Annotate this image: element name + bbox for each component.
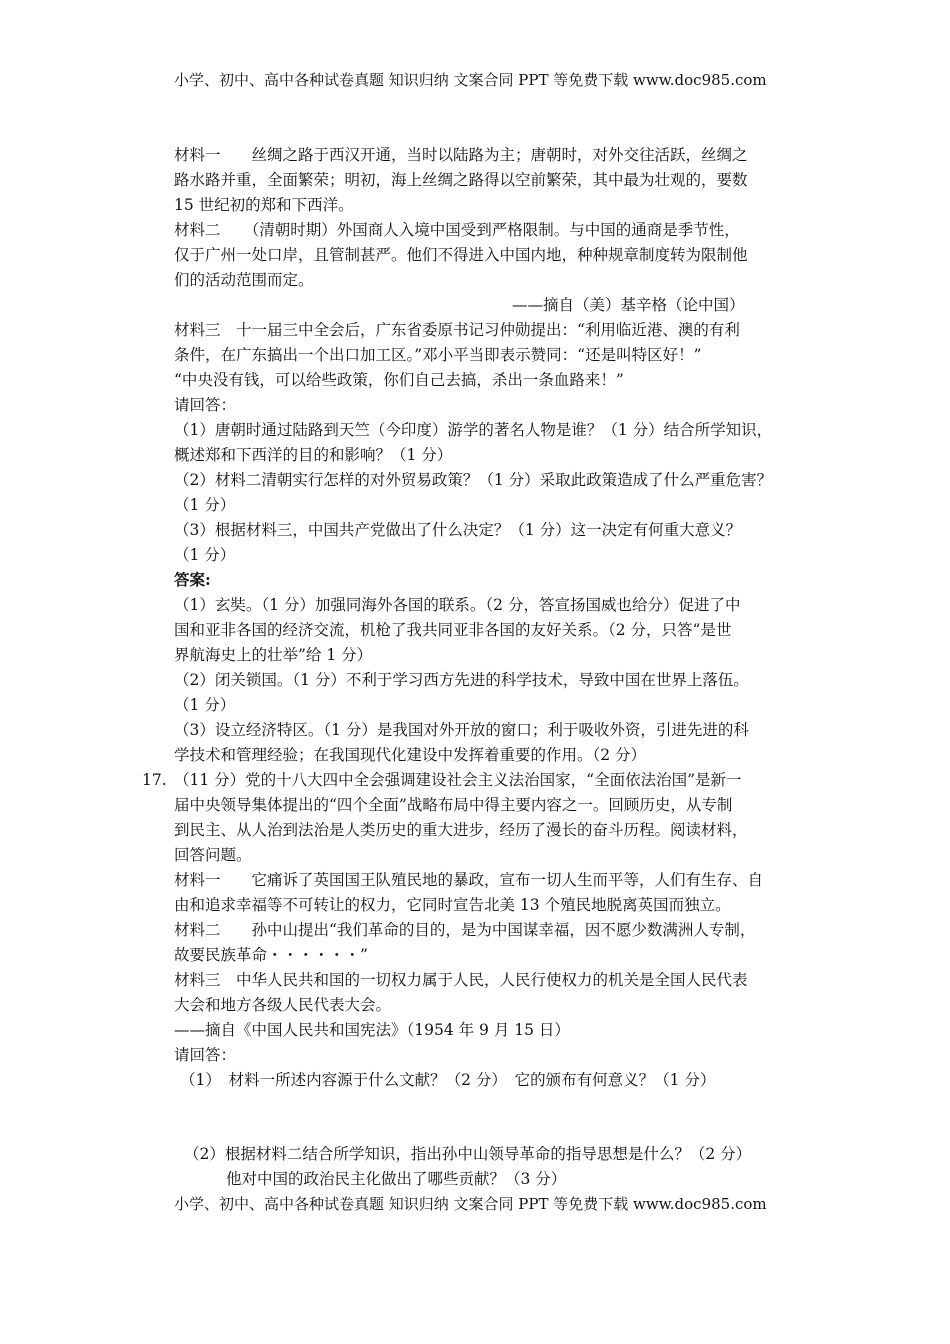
text-line: 大会和地方各级人民代表大会。 [174, 996, 392, 1014]
text-line: “中央没有钱，可以给些政策，你们自己去搞，杀出一条血路来！” [174, 371, 624, 389]
text-line: 15 世纪初的郑和下西洋。 [174, 196, 354, 214]
text-line: 条件，在广东搞出一个出口加工区。”邓小平当即表示赞同：“还是叫特区好！” [174, 346, 702, 364]
text-line: 故要民族革命・・・・・・” [174, 946, 368, 964]
text-line: （3）根据材料三，中国共产党做出了什么决定？（1 分）这一决定有何重大意义？ [174, 521, 742, 539]
text-line: （1 分） [174, 496, 236, 514]
text-line: 回答问题。 [174, 846, 252, 864]
text-line: （1 分） [174, 546, 236, 564]
answer-prompt: 请回答： [174, 1046, 237, 1064]
source-citation: ——摘自（美）基辛格（论中国） [512, 296, 745, 314]
question-number: 17. [142, 771, 167, 789]
text-line: 届中央领导集体提出的“四个全面”战略布局中得主要内容之一。回顾历史，从专制 [174, 796, 733, 814]
text-line: （1 分） [174, 696, 236, 714]
text-line: 路水路并重，全面繁荣；明初，海上丝绸之路得以空前繁荣，其中最为壮观的，要数 [174, 171, 748, 189]
page-header: 小学、初中、高中各种试卷真题 知识归纳 文案合同 PPT 等免费下载 www.doc985.com [174, 71, 767, 89]
text-line: 概述郑和下西洋的目的和影响？（1 分） [174, 446, 453, 464]
text-line: 材料一 它痛诉了英国国王队殖民地的暴政，宣布一切人生而平等，人们有生存、自 [174, 871, 764, 889]
text-line: （2）根据材料二结合所学知识，指出孙中山领导革命的指导思想是什么？（2 分） [184, 1145, 752, 1163]
text-line: 学技术和管理经验；在我国现代化建设中发挥着重要的作用。（2 分） [174, 746, 647, 764]
source-citation: ——摘自《中国人民共和国宪法》（1954 年 9 月 15 日） [174, 1021, 570, 1039]
text-line: （11 分）党的十八大四中全会强调建设社会主义法治国家，“全面依法治国”是新一 [174, 771, 742, 789]
text-line: 到民主、从人治到法治是人类历史的重大进步，经历了漫长的奋斗历程。阅读材料， [174, 821, 748, 839]
text-line: （1）玄奘。（1 分）加强同海外各国的联系。（2 分，答宣扬国威也给分）促进了中 [174, 596, 741, 614]
text-line: 材料三 中华人民共和国的一切权力属于人民，人民行使权力的机关是全国人民代表 [174, 971, 748, 989]
answer-label: 答案: [174, 570, 211, 589]
text-line: （3）设立经济特区。（1 分）是我国对外开放的窗口；利于吸收外资，引进先进的科 [174, 721, 749, 739]
text-line: 他对中国的政治民主化做出了哪些贡献？（3 分） [226, 1170, 567, 1188]
text-line: 由和追求幸福等不可转让的权力，它同时宣告北美 13 个殖民地脱离英国而独立。 [174, 896, 731, 914]
text-line: （2）闭关锁国。（1 分）不利于学习西方先进的科学技术，导致中国在世界上落伍。 [174, 671, 749, 689]
text-line: 国和亚非各国的经济交流，机枪了我共同亚非各国的友好关系。（2 分，只答“是世 [174, 621, 732, 639]
text-line: 们的活动范围而定。 [174, 271, 314, 289]
text-line: 仅于广州一处口岸，且管制甚严。他们不得进入中国内地，种种规章制度转为限制他 [174, 246, 748, 264]
text-line: 材料一 丝绸之路于西汉开通，当时以陆路为主；唐朝时，对外交往活跃，丝绸之 [174, 146, 748, 164]
text-line: 材料二 （清朝时期）外国商人入境中国受到严格限制。与中国的通商是季节性， [174, 221, 740, 239]
text-line: （2）材料二清朝实行怎样的对外贸易政策？（1 分）采取此政策造成了什么严重危害？ [174, 471, 773, 489]
page-footer: 小学、初中、高中各种试卷真题 知识归纳 文案合同 PPT 等免费下载 www.doc985.com [174, 1195, 767, 1213]
text-line: 材料三 十一届三中全会后，广东省委原书记习仲勋提出：“利用临近港、澳的有利 [174, 321, 740, 339]
sub-question-1: （1） 材料一所述内容源于什么文献？（2 分） 它的颁布有何意义？（1 分） [180, 1071, 716, 1089]
text-line: （1）唐朝时通过陆路到天竺（今印度）游学的著名人物是谁？（1 分）结合所学知识， [174, 421, 773, 439]
answer-prompt: 请回答： [174, 396, 237, 414]
text-line: 材料二 孙中山提出“我们革命的目的，是为中国谋幸福，因不愿少数满洲人专制， [174, 921, 756, 939]
text-line: 界航海史上的壮举”给 1 分） [174, 646, 373, 664]
